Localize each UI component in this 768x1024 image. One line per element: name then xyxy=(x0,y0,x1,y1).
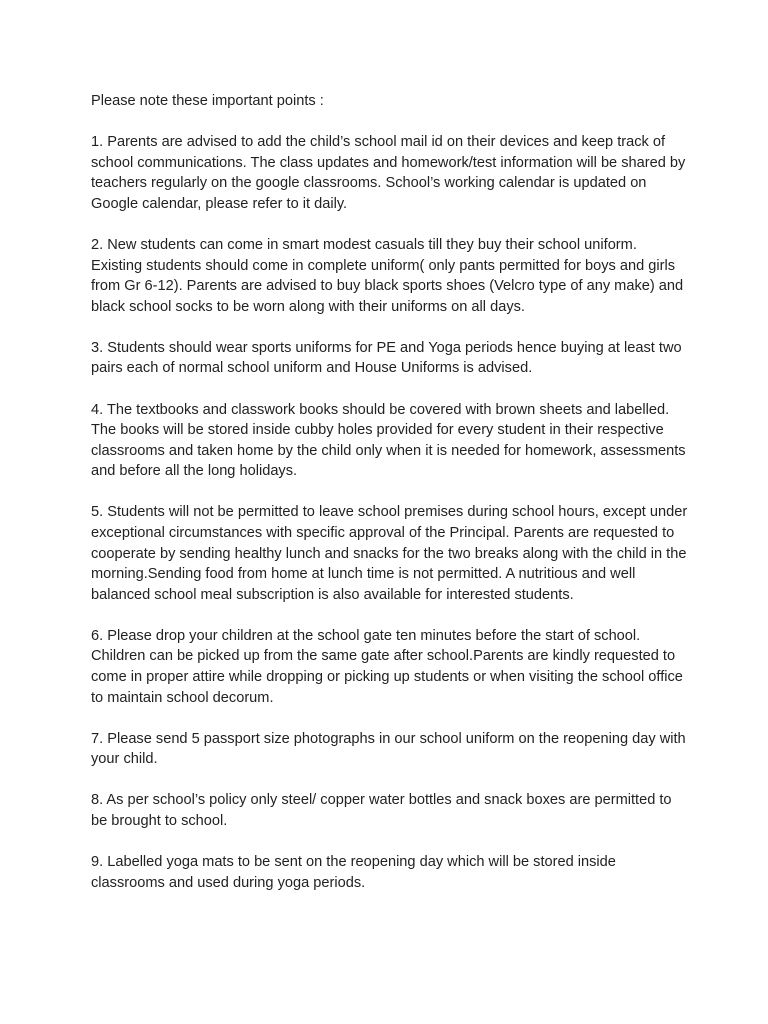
point-9: 9. Labelled yoga mats to be sent on the reopening day which will be stored inside classrooms and used during yoga periods. xyxy=(91,854,616,891)
point-2: 2. New students can come in smart modest casuals till they buy their school uniform. Existing students should come in complete uniform( only pants permitted for boys and girls from Gr 6-12). Parents are advised to buy black sports shoes (Velcro type of any make) and black school socks to be worn along with their uniforms on all days. xyxy=(91,236,684,315)
document-body xyxy=(91,91,691,914)
point-8: 8. As per school’s policy only steel/ copper water bottles and snack boxes are permitted to be brought to school. xyxy=(91,792,672,830)
point-3: 3. Students should wear sports uniforms for PE and Yoga periods hence buying at least two pairs each of normal school uniform and House Uniforms is advised. xyxy=(91,339,682,377)
point-5: 5. Students will not be permitted to leave school premises during school hours, except under exceptional circumstances with specific approval of the Principal. Parents are requested to cooperate by sending healthy lunch and snacks for the two breaks along with the child in the morning.Sending food from home at lunch time is not permitted. A nutritious and well balanced school meal subscription is also available for interested students. xyxy=(91,504,688,603)
point-6: 6. Please drop your children at the school gate ten minutes before the start of school. Children can be picked up from the same gate after school.Parents are kindly requested to come in proper attire while dropping or picking up students or when visiting the school office to maintain school decorum. xyxy=(91,627,683,706)
point-1: 1. Parents are advised to add the child’s school mail id on their devices and keep track of school communications. The class updates and homework/test information will be shared by teachers regularly on the google classrooms. School’s working calendar is updated on Google calendar, please refer to it daily. xyxy=(91,134,686,212)
point-7: 7. Please send 5 passport size photographs in our school uniform on the reopening day with your child. xyxy=(91,730,686,768)
point-4: 4. The textbooks and classwork books should be covered with brown sheets and labelled. The books will be stored inside cubby holes provided for every student in their respective classrooms and taken home by the child only when it is needed for homework, assessments and before all the long holidays. xyxy=(91,401,686,480)
document-heading: Please note these important points : xyxy=(91,93,324,109)
